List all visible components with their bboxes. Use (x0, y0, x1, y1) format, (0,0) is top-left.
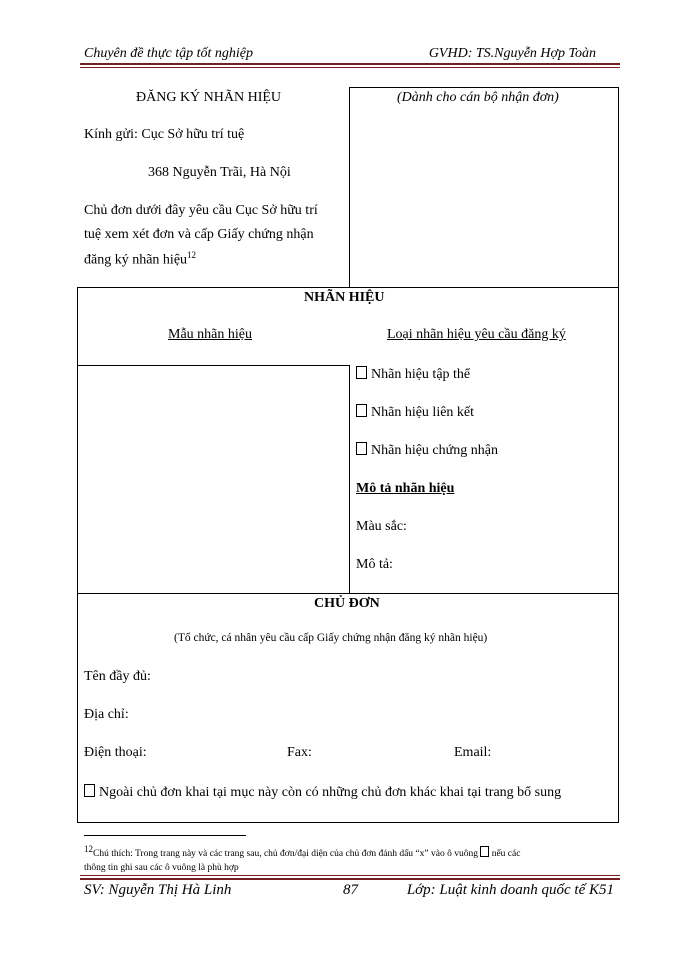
footer-student: SV: Nguyễn Thị Hà Linh (84, 882, 232, 898)
color-label: Màu sắc: (356, 519, 407, 534)
recipient-address: 368 Nguyễn Trãi, Hà Nội (148, 165, 291, 180)
trademark-sample-label: Mẫu nhãn hiệu (168, 327, 252, 342)
trademark-type-label: Loại nhãn hiệu yêu cầu đăng ký (387, 327, 566, 342)
option-associated[interactable]: Nhãn hiệu liên kết (356, 404, 474, 421)
footer-rule-thick (80, 878, 620, 880)
option-certification[interactable]: Nhãn hiệu chứng nhận (356, 442, 498, 459)
checkbox-icon[interactable] (84, 784, 95, 797)
recipient-line: Kính gửi: Cục Sở hữu trí tuệ (84, 127, 245, 142)
footer-rule-thin (80, 875, 620, 876)
option-collective[interactable]: Nhãn hiệu tập thể (356, 366, 470, 383)
other-owners-option[interactable]: Ngoài chủ đơn khai tại mục này còn có những chủ đơn khác khai tại trang bổ sung (84, 784, 561, 801)
full-name-label: Tên đầy đủ: (84, 669, 151, 684)
trademark-section-title: NHÃN HIỆU (304, 290, 385, 305)
fax-label: Fax: (287, 745, 312, 760)
checkbox-icon[interactable] (356, 442, 367, 455)
address-label: Địa chỉ: (84, 707, 129, 722)
checkbox-icon[interactable] (356, 366, 367, 379)
phone-label: Điện thoại: (84, 745, 147, 760)
footnote-ref: 12 (187, 250, 197, 260)
header-right: GVHD: TS.Nguyễn Hợp Toàn (428, 46, 596, 61)
footnote-separator (84, 835, 246, 836)
request-line-1: Chủ đơn dưới đây yêu cầu Cục Sở hữu trí (84, 203, 318, 218)
owner-subtitle: (Tổ chức, cá nhân yêu cầu cấp Giấy chứng nhận đăng ký nhãn hiệu) (174, 632, 488, 644)
description-label: Mô tả: (356, 557, 393, 572)
description-title: Mô tả nhãn hiệu (356, 481, 455, 496)
header-left: Chuyên đề thực tập tốt nghiệp (84, 46, 253, 61)
footer-class: Lớp: Luật kinh doanh quốc tế K51 (406, 882, 614, 898)
request-line-3: đăng ký nhãn hiệu$^{12}$ (84, 250, 197, 268)
footer-page-number: 87 (343, 882, 358, 898)
email-label: Email: (454, 745, 492, 760)
checkbox-icon[interactable] (356, 404, 367, 417)
request-line-2: tuệ xem xét đơn và cấp Giấy chứng nhận (84, 227, 314, 242)
checkbox-icon (480, 846, 489, 857)
footnote-text: $^{12}$Chú thích: Trong trang này và các trang sau, chủ đơn/đại diện của chủ đơn đánh dấu “x” vào ô vuông nếu các thông tin ghi sau các ô vuông là phù hợp (84, 844, 521, 874)
owner-section-title: CHỦ ĐƠN (314, 596, 380, 611)
form-title: ĐĂNG KÝ NHÃN HIỆU (136, 90, 282, 105)
officer-box-label: (Dành cho cán bộ nhận đơn) (397, 90, 559, 105)
